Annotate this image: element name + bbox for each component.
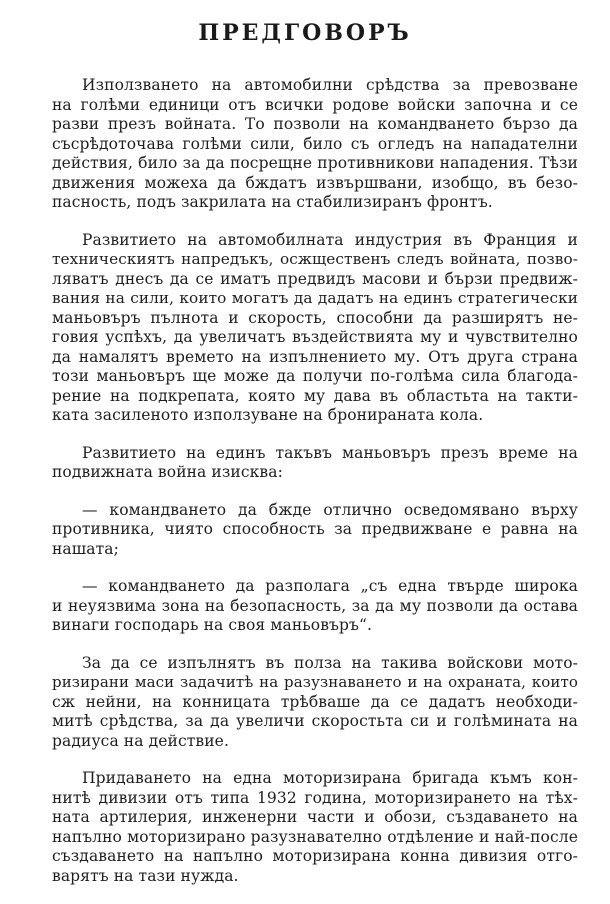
text-line: ляватъ днесъ да се иматъ предвидъ масови и бързи предвиж- — [52, 269, 578, 288]
paragraph-6 — [52, 654, 578, 752]
text-line: Придаването на една моторизирана бригада къмъ кон- — [82, 769, 578, 787]
text-line: сж нейни, на конницата трѣбваше да се дадатъ необходи- — [52, 692, 578, 711]
paragraph-5 — [52, 577, 578, 636]
paragraph-4 — [52, 501, 578, 560]
text-line: Развитието на единъ такъвъ маньовъръ презъ време на — [82, 443, 578, 462]
paragraph-2 — [52, 231, 578, 426]
text-line: — командването да бжде отлично осведомявано върху — [82, 500, 578, 519]
text-line: ната артилерия, инженерни части и обози, създаването на — [52, 808, 578, 826]
text-line: движения можеха да бждатъ извършвани, изобщо, въ безо- — [52, 173, 578, 192]
text-line: създаването на напълно моторизирана конна дивизия отго- — [52, 847, 578, 865]
paragraph-7 — [52, 769, 578, 886]
text-line: варятъ на тази нужда. — [52, 866, 239, 885]
text-line: подвижната война изисква: — [52, 463, 283, 481]
paragraph-3 — [52, 444, 578, 483]
text-line: да намалятъ времето на изпълнението му. Отъ друга страна — [52, 347, 578, 366]
text-line: ката засиленото използуване на бронираната кола. — [52, 406, 484, 424]
text-line: маньовъръ пълнота и скорость, способни да разширятъ не- — [52, 308, 578, 327]
text-line: разви презъ войната. То позволи на командването бързо да — [52, 115, 578, 133]
text-line: този маньовъръ ще може да получи по-голѣма сила благода- — [52, 367, 578, 385]
preface-body — [52, 76, 578, 904]
text-line: вания на сили, които могатъ да дадатъ на единъ стратегически — [52, 289, 578, 307]
text-line: митѣ срѣдства, за да увеличи скоростьта си и голѣмината на — [52, 712, 578, 730]
text-line: нашата; — [52, 539, 119, 558]
text-line: на голѣми единици отъ всички родове войски започна и се — [52, 95, 578, 114]
text-line: Развитието на автомобилната индустрия въ Франция и — [82, 230, 578, 249]
text-line: винаги господарь на своя маньовъръ“. — [52, 616, 373, 634]
text-line: Използването на автомобилни срѣдства за превозване — [82, 76, 578, 94]
text-line: говия успѣхъ, да увеличатъ въздействията му и чувствително — [52, 328, 578, 346]
text-line: техническиятъ напредъкъ, осжщественъ следъ войната, позво- — [52, 250, 578, 268]
text-line: нитѣ дивизии отъ типа 1932 година, моторизирането на тѣх- — [52, 788, 578, 807]
text-line: напълно моторизирано разузнавателно отдѣление и най-после — [52, 827, 578, 846]
page-title: ПРЕДГОВОРЪ — [198, 20, 412, 46]
text-line: съсрѣдоточава голѣми сили, било съ огледъ на нападателни — [52, 134, 578, 153]
text-line: радиуса на действие. — [52, 731, 229, 750]
text-line: рение на подкрепата, която му дава въ областьта на такти- — [52, 386, 578, 405]
text-line: пасность, подъ закрилата на стабилизиранъ фронтъ. — [52, 193, 493, 211]
text-line: противника, чиято способность за предвижване е равна на — [52, 520, 578, 538]
text-line: действия, било за да посрещне противникови нападения. Тѣзи — [52, 154, 578, 172]
text-line: За да се изпълнятъ въ полза на такива войскови мото- — [82, 653, 578, 672]
paragraph-1 — [52, 76, 578, 213]
text-line: — командването да разполага „съ една твърде широка — [82, 577, 578, 595]
text-line: и неуязвима зона на безопасность, за да му позволи да остава — [52, 596, 578, 615]
text-line: ризирани маси задачитѣ на разузнаването и на охраната, които — [52, 673, 578, 691]
